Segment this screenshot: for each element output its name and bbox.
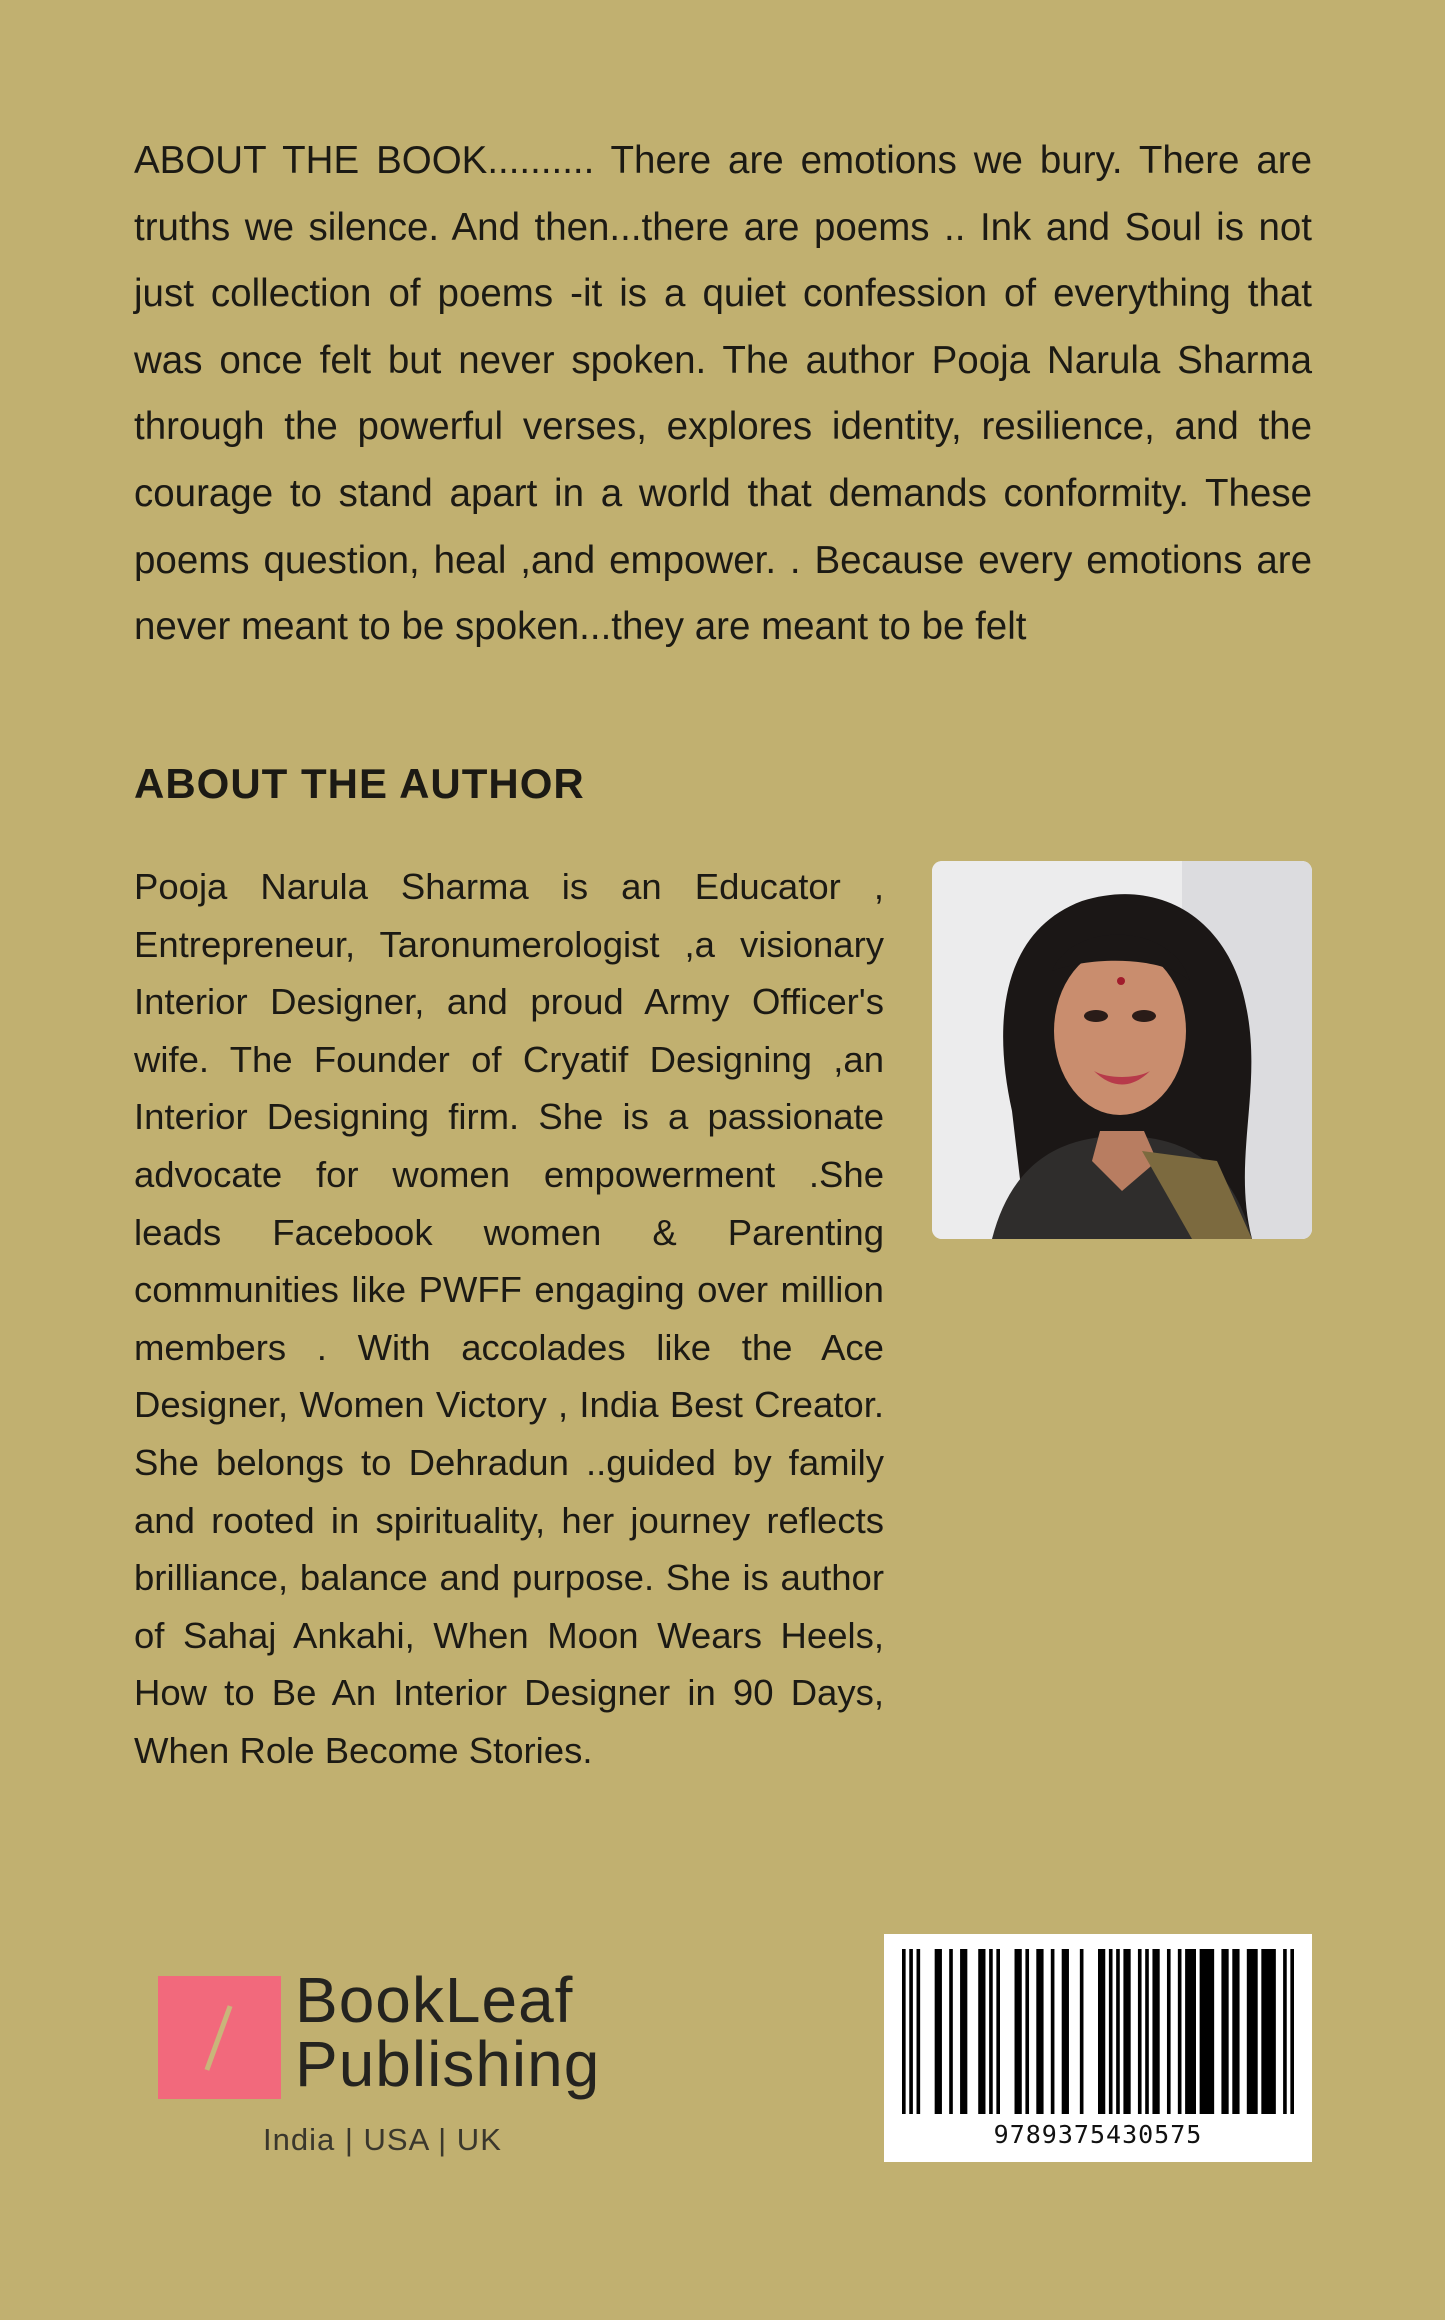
barcode-bar: [1145, 1949, 1149, 2114]
isbn-number: 9789375430575: [993, 2120, 1203, 2149]
barcode-bar: [1247, 1949, 1258, 2114]
isbn-barcode: [884, 1934, 1312, 2162]
barcode-bar: [1200, 1949, 1215, 2114]
barcode-bar: [1261, 1949, 1276, 2114]
barcode-bar: [978, 1949, 985, 2114]
barcode-bar: [1015, 1949, 1022, 2114]
barcode-bar: [1098, 1949, 1105, 2114]
barcode-bar: [1185, 1949, 1196, 2114]
barcode-bar: [1109, 1949, 1113, 2114]
barcode-bar: [1025, 1949, 1029, 2114]
about-the-book-text: ABOUT THE BOOK.......... There are emotions we bury. There are truths we silence. And then...there are poems .. Ink and Soul is not just collection of poems -it is a quiet confession of everything that was once felt but never spoken. The author Pooja Narula Sharma through the powerful verses, explores identity, resilience, and the courage to stand apart in a world that demands conformity. These poems question, heal ,and empower. . Because every emotions are never meant to be spoken...they are meant to be felt: [134, 139, 1312, 649]
barcode-bar: [1232, 1949, 1239, 2114]
barcode-bar: [1138, 1949, 1142, 2114]
publisher-name-line2: Publishing: [295, 2028, 601, 2100]
author-bio-text: Pooja Narula Sharma is an Educator , Entrepreneur, Taronumerologist ,a visionary Interior Designer, and proud Army Officer's wife. The Founder of Cryatif Designing ,an Interior Designing firm. She is a passionate advocate for women empowerment .She leads Facebook women & Parenting communities like PWFF engaging over million members . With accolades like the Ace Designer, Women Victory , India Best Creator. She belongs to Dehradun ..guided by family and rooted in spirituality, her journey reflects brilliance, balance and purpose. She is author of Sahaj Ankahi, When Moon Wears Heels, How to Be An Interior Designer in 90 Days, When Role Become Stories.: [134, 866, 884, 1771]
barcode-bars-icon: [902, 1949, 1294, 2114]
barcode-bar: [909, 1949, 913, 2114]
about-the-author-heading: ABOUT THE AUTHOR: [134, 760, 585, 807]
barcode-bar: [989, 1949, 993, 2114]
barcode-bar: [935, 1949, 942, 2114]
barcode-bar: [1062, 1949, 1069, 2114]
barcode-bar: [902, 1949, 906, 2114]
barcode-bar: [1080, 1949, 1084, 2114]
barcode-bar: [1116, 1949, 1120, 2114]
barcode-bar: [1290, 1949, 1294, 2114]
author-portrait-image: [932, 861, 1312, 1239]
barcode-bar: [996, 1949, 1000, 2114]
barcode-bar: [1167, 1949, 1171, 2114]
publisher-name-line1: BookLeaf: [295, 1964, 574, 2036]
barcode-bar: [1123, 1949, 1130, 2114]
bookleaf-publishing-logo: [158, 1964, 618, 2168]
barcode-bar: [1283, 1949, 1287, 2114]
barcode-bar: [949, 1949, 953, 2114]
barcode-bar: [917, 1949, 921, 2114]
publisher-regions: India | USA | UK: [263, 2122, 502, 2157]
barcode-bar: [1036, 1949, 1043, 2114]
barcode-bar: [960, 1949, 967, 2114]
barcode-bar: [1152, 1949, 1159, 2114]
bookleaf-logo-mark-icon: [158, 1976, 281, 2099]
author-photo: [932, 861, 1312, 1239]
barcode-bar: [1051, 1949, 1055, 2114]
barcode-bar: [1221, 1949, 1228, 2114]
barcode-bar: [1178, 1949, 1182, 2114]
